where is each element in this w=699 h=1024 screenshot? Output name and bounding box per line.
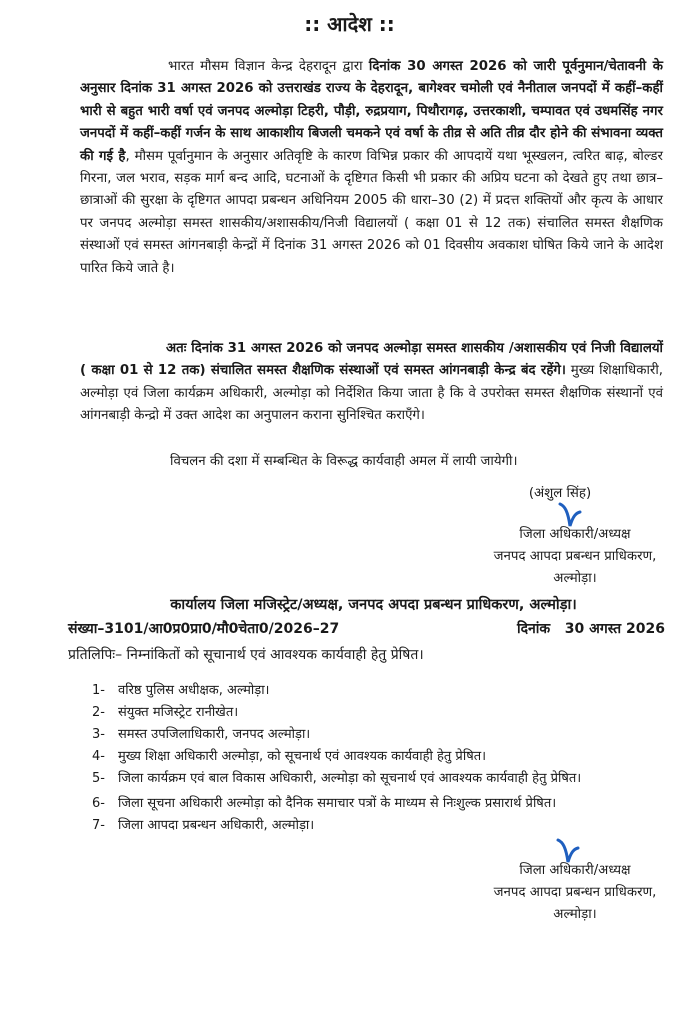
list-item: 7- जिला आपदा प्रबन्धन अधिकारी, अल्मोड़ा। xyxy=(92,818,315,833)
list-item: 6- जिला सूचना अधिकारी अल्मोड़ा को दैनिक समाचार पत्रों के माध्यम से निःशुल्क प्रसारार्थ प्रेषित। xyxy=(92,796,557,811)
reference-date: दिनांक 30 अगस्त 2026 xyxy=(516,621,665,637)
signature1-place: अल्मोड़ा। xyxy=(553,571,597,586)
signature1-designation: जिला अधिकारी/अध्यक्ष xyxy=(519,527,631,542)
copy-to-line: प्रतिलिपिः– निम्नांकितों को सूचानार्थ एवं आवश्यक कार्यवाही हेतु प्रेषित। xyxy=(68,647,424,663)
signature1-authority: जनपद आपदा प्रबन्धन प्राधिकरण, xyxy=(493,549,657,564)
list-item: 4- मुख्य शिक्षा अधिकारी अल्मोड़ा, को सूचनार्थ एवं आवश्यक कार्यवाही हेतु प्रेषित। xyxy=(92,749,487,764)
office-heading: कार्यालय जिला मजिस्ट्रेट/अध्यक्ष, जनपद अपदा प्रबन्धन प्राधिकरण, अल्मोड़ा। xyxy=(170,597,577,613)
para2-body: मुख्य शिक्षाधिकारी, अल्मोड़ा एवं जिला कार्यक्रम अधिकारी, अल्मोड़ा को निर्देशित किया जाता है कि वे उपरोक्त समस्त शैक्षणिक संस्थानों एवं आंगनबाड़ी केन्द्रो में उक्त आदेश का अनुपालन कराना सुनिश्चित कराएँगे। xyxy=(80,363,663,424)
signature2-place: अल्मोड़ा। xyxy=(553,907,597,922)
recipient-list xyxy=(92,680,669,837)
order-paragraph-3: विचलन की दशा में सम्बन्धित के विरूद्ध कार्यवाही अमल में लायी जायेगी। xyxy=(170,454,518,469)
para1-forecast-bold: दिनांक 30 अगस्त 2026 को जारी पूर्वनुमान/चेतावनी के अनुसार दिनांक 31 अगस्त 2026 को उत्तराखंड राज्य के देहरादून, बागेश्वर चमोली एवं नैनीताल जनपदों में कहीं–कहीं भारी से बहुत भारी वर्षा एवं जनपद अल्मोड़ा टिहरी, पौड़ी, रुद्रप्रयाग, पिथौरागढ़, उत्तरकाशी, चम्पावत एवं उधमसिंह नगर जनपदों में कहीं–कहीं गर्जन के साथ आकाशीय बिजली चमकने एवं वर्षा के तीव्र से अति तीव्र दौर होने की संभावना व्यक्त की गई है xyxy=(80,59,663,164)
signer-name: (अंशुल सिंह) xyxy=(528,486,592,501)
para1-intro: भारत मौसम विज्ञान केन्द्र देहरादून द्वारा xyxy=(168,59,369,74)
list-item: 2- संयुक्त मजिस्ट्रेट रानीखेत। xyxy=(92,705,239,720)
list-item: 1- वरिष्ठ पुलिस अधीक्षक, अल्मोड़ा। xyxy=(92,683,270,698)
signature2-designation: जिला अधिकारी/अध्यक्ष xyxy=(519,863,631,878)
signature2-authority: जनपद आपदा प्रबन्धन प्राधिकरण, xyxy=(493,885,657,900)
list-item: 3- समस्त उपजिलाधिकारी, जनपद अल्मोड़ा। xyxy=(92,727,311,742)
order-paragraph-1 xyxy=(80,56,663,280)
para2-order-bold: अतः दिनांक 31 अगस्त 2026 को जनपद अल्मोड़ा समस्त शासकीय /अशासकीय एवं निजी विद्यालयों ( कक्षा 01 से 12 तक) संचालित समस्त शैक्षणिक संस्थाओं एवं समस्त आंगनबाड़ी केन्द्र बंद रहेंगे। xyxy=(80,341,663,379)
reference-line xyxy=(68,618,665,640)
order-paragraph-2 xyxy=(80,338,663,428)
list-item: 5- जिला कार्यक्रम एवं बाल विकास अधिकारी, अल्मोड़ा को सूचनार्थ एवं आवश्यक कार्यवाही हेतु प्रेषित। xyxy=(92,771,582,786)
signature-block-2 xyxy=(460,860,690,926)
para1-body: , मौसम पूर्वानुमान के अनुसार अतिवृष्टि के कारण विभिन्न प्रकार की आपदायें यथा भूस्खलन, त्वरित बाढ़, बोल्डर गिरना, जल भराव, सड़क मार्ग बन्द आदि, घटनाओं के दृष्टिगत किसी भी प्रकार की अप्रिय घटना को देखते हुए तथा छात्र–छात्राओं की सुरक्षा के दृष्टिगत आपदा प्रबन्धन अधिनियम 2005 की धारा–30 (2) में प्रदत्त शक्तियों और कृत्य के आधार पर जनपद अल्मोड़ा समस्त शासकीय/अशासकीय/निजी विद्यालयों ( कक्षा 01 से 12 तक) संचालित समस्त शैक्षणिक संस्थाओं एवं समस्त आंगनबाड़ी केन्द्रों में दिनांक 31 अगस्त 2026 को 01 दिवसीय अवकाश घोषित किये जाने के आदेश पारित किये जाते है। xyxy=(80,148,663,276)
document-title: :: आदेश :: xyxy=(304,12,395,36)
reference-number: संख्या–3101/आ0प्र0प्रा0/मौ0चेता0/2026–27 xyxy=(68,621,340,637)
signature-block-1 xyxy=(460,524,690,590)
